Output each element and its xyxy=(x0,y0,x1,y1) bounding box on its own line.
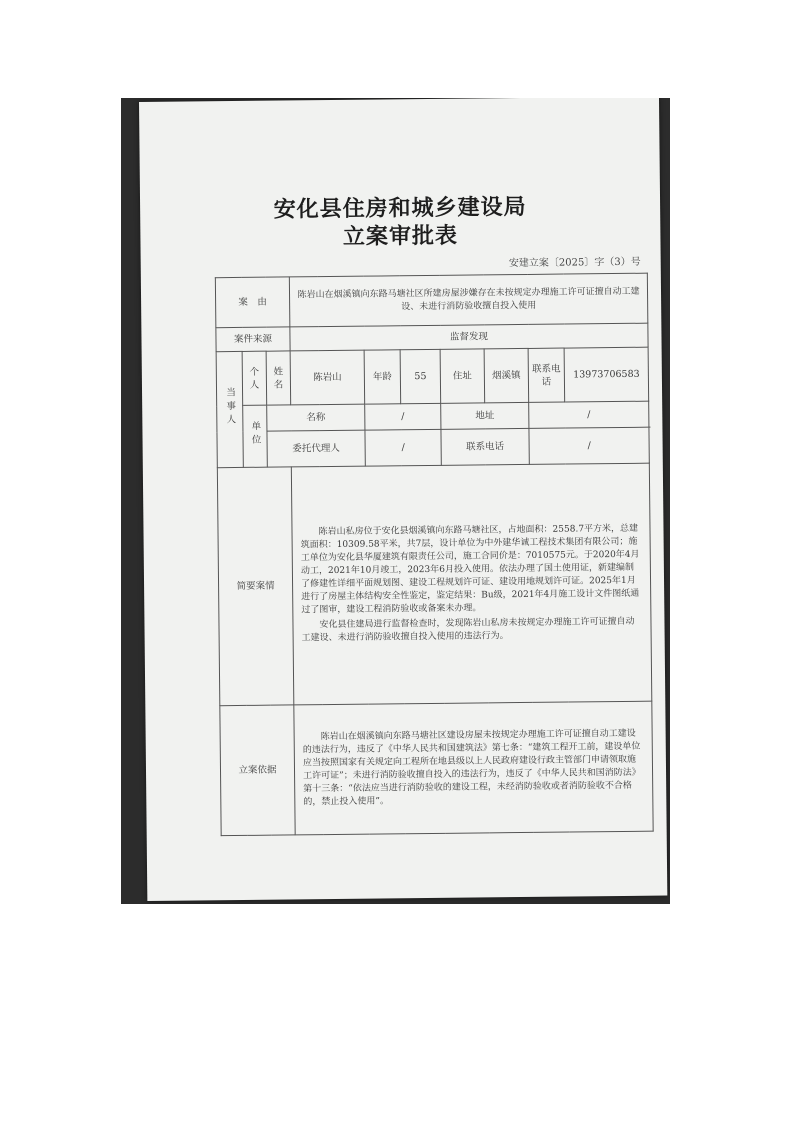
case-label: 案 由 xyxy=(215,277,290,328)
name-label: 姓名 xyxy=(266,351,291,405)
document-photo xyxy=(121,98,670,904)
name-value: 陈岩山 xyxy=(290,350,365,405)
party-label xyxy=(216,351,243,467)
case-text: 陈岩山在烟溪镇向东路马塘社区所建房屋涉嫌存在未按规定办理施工许可证擅自动工建设、未进行消防验收擅自投入使用 xyxy=(289,273,648,327)
unit-label xyxy=(243,405,268,467)
document-title: 安化县住房和城乡建设局 xyxy=(273,193,527,223)
approval-table xyxy=(215,273,654,837)
agent-phone-label: 联系电话 xyxy=(441,428,529,465)
unit-address-value: / xyxy=(529,401,649,428)
summary-cell xyxy=(291,463,651,705)
address-value: 烟溪镇 xyxy=(484,348,529,402)
unit-address-label: 地址 xyxy=(441,402,529,429)
document-subtitle: 立案审批表 xyxy=(342,222,459,250)
summary-paragraph-1: 陈岩山私房位于安化县烟溪镇向东路马塘社区，占地面积：2558.7平方米，总建筑面积：10309.58平米，共7层，设计单位为中外建华诚工程技术集团有限公司；施工单位为安化县华厦建筑有限责任公司，施工合同价是：7010575元。于2020年4月动工，2021年10月竣工，2023年6月投入使用。依法办理了国土使用证，新建编制了修建性详细平面规划图、建设工程规划许可证、建设用地规划许可证。2025年1月进行了房屋主体结构安全性鉴定，鉴定结果：Bu级，2021年4月施工设计文件图纸通过了图审，建设工程消防验收或备案未办理。 xyxy=(300,523,640,616)
unit-label-text: 单位 xyxy=(249,420,261,448)
address-label: 住址 xyxy=(440,349,485,403)
source-value: 监督发现 xyxy=(290,323,648,351)
agent-label: 委托代理人 xyxy=(267,430,365,467)
party-label-text: 当事人 xyxy=(223,387,236,428)
agent-phone-value: / xyxy=(529,427,649,464)
basis-label: 立案依据 xyxy=(220,705,295,836)
document-number: 安建立案〔2025〕字（3）号 xyxy=(508,256,641,270)
source-label: 案件来源 xyxy=(216,327,290,352)
unit-name-label: 名称 xyxy=(267,404,365,431)
age-label: 年龄 xyxy=(364,350,401,404)
basis-paragraph: 陈岩山在烟溪镇向东路马塘社区建设房屋未按规定办理施工许可证擅自动工建设的违法行为，违反了《中华人民共和国建筑法》第七条：“建筑工程开工前，建设单位应当按照国家有关规定向工程所在地县级以上人民政府建设行政主管部门申请领取施工许可证”；未进行消防验收擅自投入的违法行为，违反了《中华人民共和国消防法》第十三条：“依法应当进行消防验收的建设工程，未经消防验收或者消防验收不合格的，禁止投入使用”。 xyxy=(302,728,641,807)
summary-label: 简要案情 xyxy=(217,467,294,706)
basis-cell xyxy=(294,701,653,835)
paper-sheet xyxy=(139,98,667,901)
unit-name-value: / xyxy=(365,403,441,430)
individual-label: 个人 xyxy=(242,351,267,405)
phone-value: 13973706583 xyxy=(564,347,649,402)
agent-value: / xyxy=(365,429,441,466)
summary-paragraph-2: 安化县住建局进行监督检查时，发现陈岩山私房未按规定办理施工许可证擅自动工建设、未进行消防验收擅自投入使用的违法行为。 xyxy=(301,616,635,644)
phone-label: 联系电话 xyxy=(528,348,565,402)
age-value: 55 xyxy=(400,349,441,403)
